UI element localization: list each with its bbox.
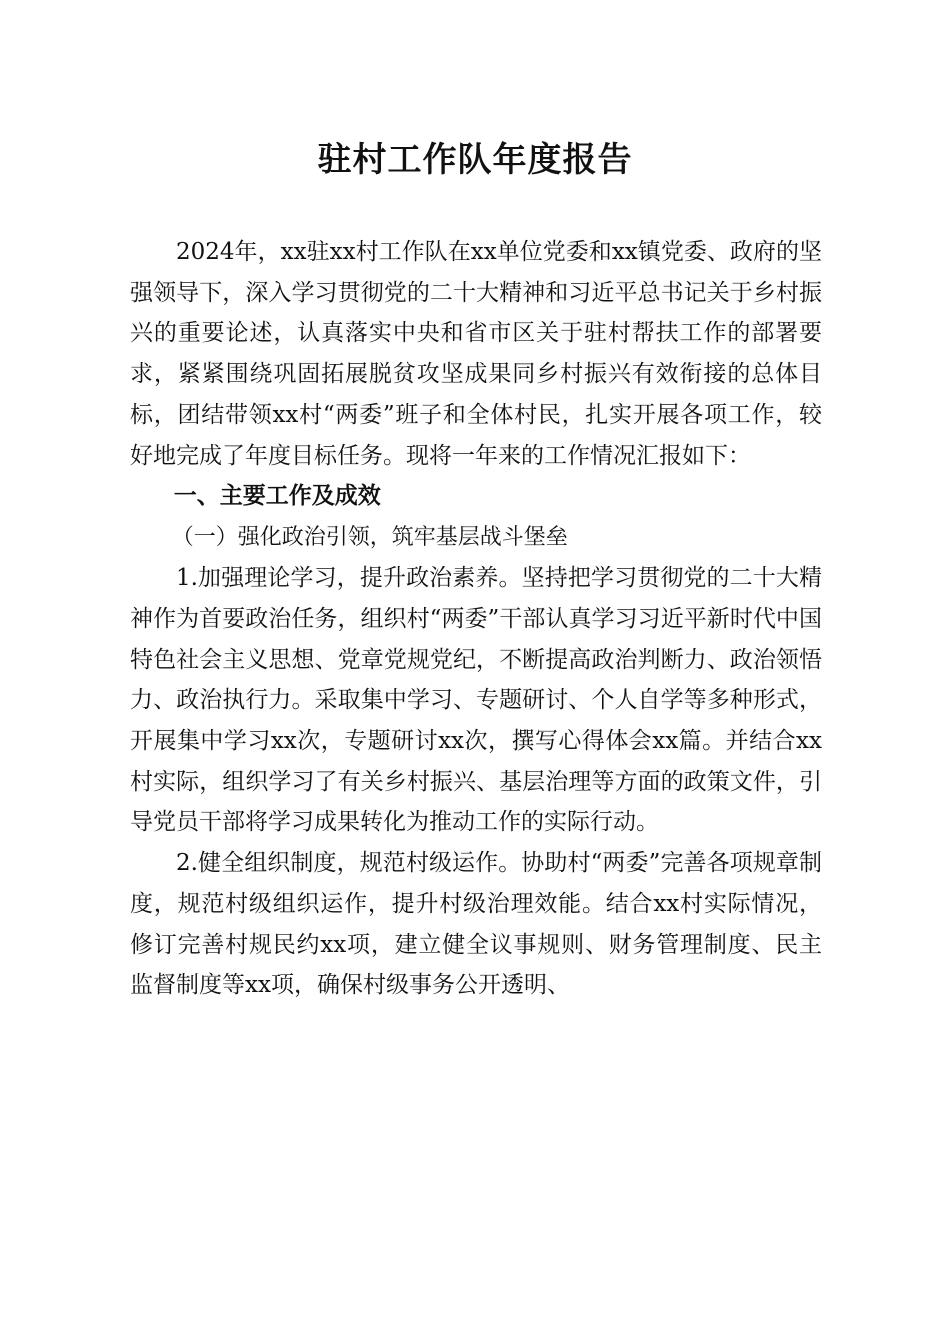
item-paragraph-2: 2.健全组织制度，规范村级运作。协助村“两委”完善各项规章制度，规范村级组织运作，提升村级治理效能。结合xx村实际情况，修订完善村规民约xx项，建立健全议事规则、财务管理制度、民主监督制度等xx项，确保村级事务公开透明、 bbox=[130, 850, 822, 999]
document-title: 驻村工作队年度报告 bbox=[317, 140, 633, 180]
item-paragraph-1: 1.加强理论学习，提升政治素养。坚持把学习贯彻党的二十大精神作为首要政治任务，组织村“两委”干部认真学习习近平新时代中国特色社会主义思想、党章党规党纪，不断提高政治判断力、政治领悟力、政治执行力。采取集中学习、专题研讨、个人自学等多种形式，开展集中学习xx次，专题研讨xx次，撰写心得体会xx篇。并结合xx村实际，组织学习了有关乡村振兴、基层治理等方面的政策文件，引导党员干部将学习成果转化为推动工作的实际行动。 bbox=[130, 565, 822, 836]
section-heading: 一、主要工作及成效 bbox=[173, 483, 381, 510]
intro-paragraph: 2024年，xx驻xx村工作队在xx单位党委和xx镇党委、政府的坚强领导下，深入学习贯彻党的二十大精神和习近平总书记关于乡村振兴的重要论述，认真落实中央和省市区关于驻村帮扶工作的部署要求，紧紧围绕巩固拓展脱贫攻坚成果同乡村振兴有效衔接的总体目标，团结带领xx村“两委”班子和全体村民，扎实开展各项工作，较好地完成了年度目标任务。现将一年来的工作情况汇报如下： bbox=[130, 239, 822, 469]
document-body bbox=[130, 232, 822, 1006]
subsection-heading: （一）强化政治引领，筑牢基层战斗堡垒 bbox=[171, 525, 568, 551]
